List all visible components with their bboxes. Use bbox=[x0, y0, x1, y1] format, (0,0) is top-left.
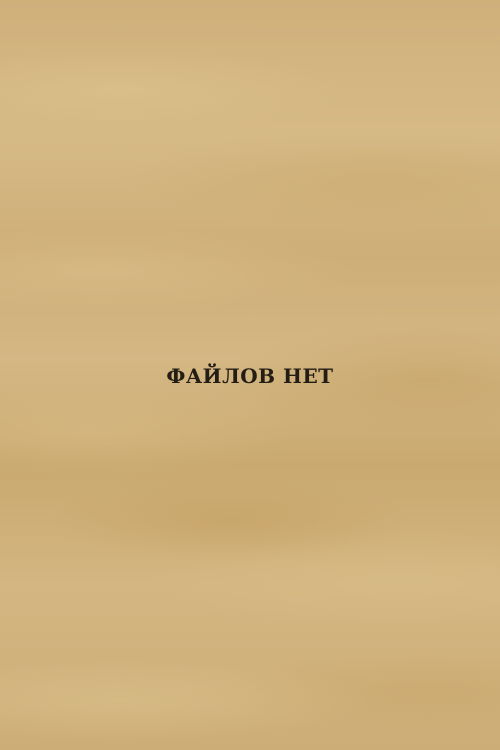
empty-state-message: ФАЙЛОВ НЕТ bbox=[166, 364, 334, 388]
